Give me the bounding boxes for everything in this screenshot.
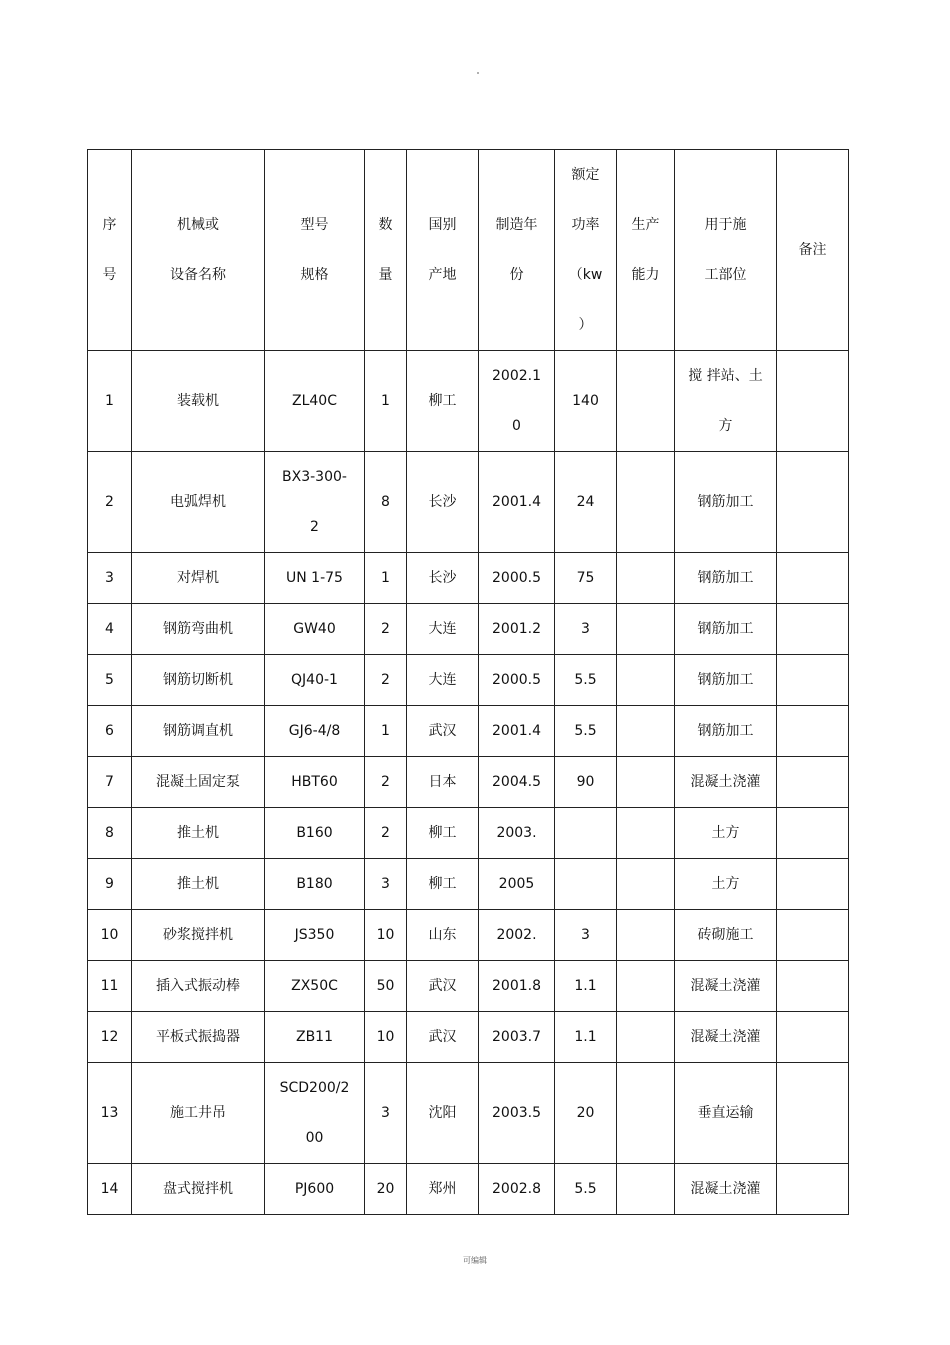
table-cell (777, 961, 849, 1012)
header-cell: 额定 功率 （kw ） (555, 150, 617, 351)
header-cell: 制造年 份 (479, 150, 555, 351)
equipment-table (87, 149, 849, 1215)
table-cell: 插入式振动棒 (132, 961, 265, 1012)
table-cell: 装载机 (132, 351, 265, 452)
table-cell: 电弧焊机 (132, 452, 265, 553)
table-cell: 140 (555, 351, 617, 452)
table-cell: 1 (88, 351, 132, 452)
table-cell (617, 859, 675, 910)
table-cell: 盘式搅拌机 (132, 1164, 265, 1215)
table-cell: 2003.5 (479, 1063, 555, 1164)
table-cell: 混凝土浇灌 (675, 1164, 777, 1215)
table-cell: 混凝土浇灌 (675, 757, 777, 808)
table-cell: 2 (365, 757, 407, 808)
table-cell: 2000.5 (479, 553, 555, 604)
table-cell (617, 452, 675, 553)
table-cell: 平板式振捣器 (132, 1012, 265, 1063)
table-cell: 柳工 (407, 808, 479, 859)
table-row (88, 655, 849, 706)
table-cell: 大连 (407, 655, 479, 706)
table-row (88, 604, 849, 655)
table-cell: 2 (365, 604, 407, 655)
table-cell: GW40 (265, 604, 365, 655)
table-cell: ZL40C (265, 351, 365, 452)
table-cell: 土方 (675, 859, 777, 910)
table-cell (555, 808, 617, 859)
table-cell: 钢筋加工 (675, 604, 777, 655)
table-row (88, 961, 849, 1012)
table-cell: 1.1 (555, 1012, 617, 1063)
table-cell (617, 553, 675, 604)
table-cell: 砂浆搅拌机 (132, 910, 265, 961)
table-cell (777, 553, 849, 604)
table-cell (617, 706, 675, 757)
header-cell: 国别 产地 (407, 150, 479, 351)
table-cell: 钢筋加工 (675, 706, 777, 757)
table-cell: 9 (88, 859, 132, 910)
table-cell: QJ40-1 (265, 655, 365, 706)
table-header-row (88, 150, 849, 351)
table-cell (777, 452, 849, 553)
table-cell: 混凝土浇灌 (675, 1012, 777, 1063)
table-cell: 2001.2 (479, 604, 555, 655)
table-cell: 4 (88, 604, 132, 655)
table-cell: BX3-300- 2 (265, 452, 365, 553)
table-cell (617, 1012, 675, 1063)
table-cell: 8 (365, 452, 407, 553)
table-cell (777, 808, 849, 859)
table-cell (777, 604, 849, 655)
table-cell (777, 351, 849, 452)
table-cell: ZX50C (265, 961, 365, 1012)
table-cell: 12 (88, 1012, 132, 1063)
table-cell: 5.5 (555, 655, 617, 706)
table-cell: 武汉 (407, 961, 479, 1012)
table-cell: 3 (88, 553, 132, 604)
table-cell: 3 (365, 859, 407, 910)
table-cell: 2001.8 (479, 961, 555, 1012)
table-cell: 5 (88, 655, 132, 706)
table-cell: 8 (88, 808, 132, 859)
table-cell (777, 757, 849, 808)
table-row (88, 1164, 849, 1215)
table-cell: 1 (365, 706, 407, 757)
table-cell: 10 (365, 910, 407, 961)
table-cell: ZB11 (265, 1012, 365, 1063)
table-cell (617, 351, 675, 452)
table-cell: 90 (555, 757, 617, 808)
table-cell: 钢筋切断机 (132, 655, 265, 706)
header-cell: 生产 能力 (617, 150, 675, 351)
table-row (88, 757, 849, 808)
table-cell: 5.5 (555, 706, 617, 757)
table-cell: 对焊机 (132, 553, 265, 604)
page-mark (477, 72, 479, 74)
table-cell: 钢筋调直机 (132, 706, 265, 757)
table-cell: 3 (555, 604, 617, 655)
table-cell: 混凝土浇灌 (675, 961, 777, 1012)
table-row (88, 553, 849, 604)
header-cell: 数 量 (365, 150, 407, 351)
table-row (88, 351, 849, 452)
table-cell (777, 859, 849, 910)
table-cell: 武汉 (407, 1012, 479, 1063)
footer-text: 可编辑 (463, 1256, 487, 1265)
table-cell: 2000.5 (479, 655, 555, 706)
table-cell (777, 1164, 849, 1215)
header-cell: 型号 规格 (265, 150, 365, 351)
table-cell: 24 (555, 452, 617, 553)
table-cell: 2 (88, 452, 132, 553)
table-cell (777, 1063, 849, 1164)
table-cell: 沈阳 (407, 1063, 479, 1164)
table-row (88, 859, 849, 910)
table-cell (777, 910, 849, 961)
table-cell: 2003. (479, 808, 555, 859)
table-row (88, 706, 849, 757)
header-cell: 序 号 (88, 150, 132, 351)
table-cell: 钢筋加工 (675, 452, 777, 553)
table-cell: 11 (88, 961, 132, 1012)
table-cell (777, 655, 849, 706)
table-row (88, 910, 849, 961)
table-cell: 柳工 (407, 859, 479, 910)
table-cell: SCD200/2 00 (265, 1063, 365, 1164)
table-cell: 10 (88, 910, 132, 961)
table-cell: 2 (365, 808, 407, 859)
table-cell: 武汉 (407, 706, 479, 757)
table-cell (617, 961, 675, 1012)
table-cell (777, 1012, 849, 1063)
table-cell (617, 808, 675, 859)
table-cell: 推土机 (132, 808, 265, 859)
table-cell (617, 1164, 675, 1215)
table-cell: PJ600 (265, 1164, 365, 1215)
table-cell: 7 (88, 757, 132, 808)
header-cell: 用于施 工部位 (675, 150, 777, 351)
table-cell: JS350 (265, 910, 365, 961)
table-cell (617, 1063, 675, 1164)
table-cell: UN 1-75 (265, 553, 365, 604)
table-cell: 施工井吊 (132, 1063, 265, 1164)
table-cell: 土方 (675, 808, 777, 859)
table-cell (617, 604, 675, 655)
table-cell: 2002. (479, 910, 555, 961)
table-cell: 20 (365, 1164, 407, 1215)
table-cell: 搅 拌站、土 方 (675, 351, 777, 452)
table-cell: 5.5 (555, 1164, 617, 1215)
table-cell: HBT60 (265, 757, 365, 808)
table-cell: 山东 (407, 910, 479, 961)
table-cell: 3 (555, 910, 617, 961)
table-cell: 柳工 (407, 351, 479, 452)
table-cell: 2004.5 (479, 757, 555, 808)
table-cell: 钢筋加工 (675, 553, 777, 604)
table-cell: 钢筋加工 (675, 655, 777, 706)
table-cell (555, 859, 617, 910)
table-cell: 砖砌施工 (675, 910, 777, 961)
table-cell: 14 (88, 1164, 132, 1215)
table-cell: 2002.1 0 (479, 351, 555, 452)
table-cell: 1 (365, 553, 407, 604)
table-cell: 75 (555, 553, 617, 604)
table-row (88, 1012, 849, 1063)
table-cell: 6 (88, 706, 132, 757)
table-row (88, 1063, 849, 1164)
table-cell: 混凝土固定泵 (132, 757, 265, 808)
table-cell: B160 (265, 808, 365, 859)
table-cell: 长沙 (407, 452, 479, 553)
header-cell: 机械或 设备名称 (132, 150, 265, 351)
table-row (88, 808, 849, 859)
table-cell: 钢筋弯曲机 (132, 604, 265, 655)
table-cell: 13 (88, 1063, 132, 1164)
table-cell: 50 (365, 961, 407, 1012)
table-cell: 垂直运输 (675, 1063, 777, 1164)
table-cell: 2005 (479, 859, 555, 910)
table-cell (617, 655, 675, 706)
table-cell: 长沙 (407, 553, 479, 604)
table-cell: 10 (365, 1012, 407, 1063)
table-cell: 2001.4 (479, 452, 555, 553)
table-cell: 推土机 (132, 859, 265, 910)
table-cell: B180 (265, 859, 365, 910)
table-cell (777, 706, 849, 757)
table-cell: 大连 (407, 604, 479, 655)
table-cell: 郑州 (407, 1164, 479, 1215)
table-cell: 2003.7 (479, 1012, 555, 1063)
table-cell: 2001.4 (479, 706, 555, 757)
table-row (88, 452, 849, 553)
table-cell (617, 757, 675, 808)
table-cell: 2002.8 (479, 1164, 555, 1215)
table-cell: 1.1 (555, 961, 617, 1012)
table-cell (617, 910, 675, 961)
header-cell: 备注 (777, 150, 849, 351)
table-cell: GJ6-4/8 (265, 706, 365, 757)
table-cell: 3 (365, 1063, 407, 1164)
table-cell: 2 (365, 655, 407, 706)
table-cell: 20 (555, 1063, 617, 1164)
table-cell: 1 (365, 351, 407, 452)
table-cell: 日本 (407, 757, 479, 808)
